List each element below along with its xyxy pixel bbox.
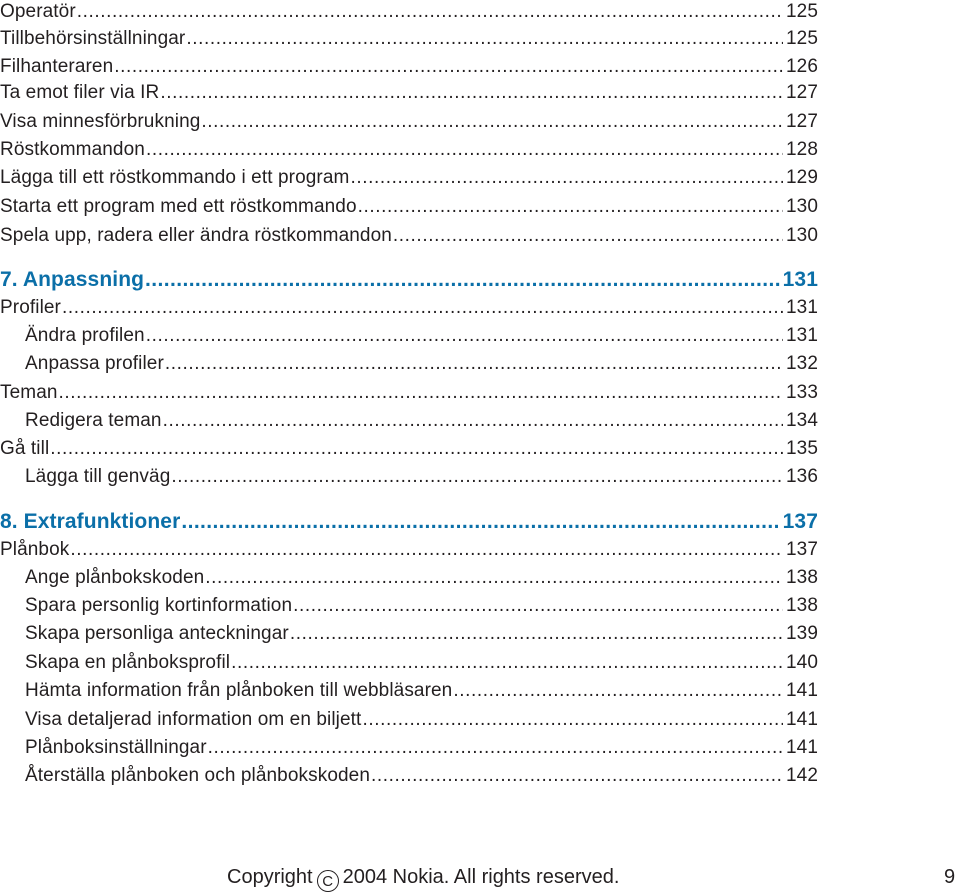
toc-entry-title: Plånboksinställningar (25, 737, 207, 758)
toc-entry-title: Starta ett program med ett röstkommando (0, 196, 357, 217)
toc-leader-dots (208, 736, 783, 760)
toc-entry[interactable] (0, 651, 818, 675)
toc-entry-page: 133 (785, 382, 818, 403)
toc-entry[interactable] (0, 594, 818, 618)
toc-entry-title: Anpassa profiler (25, 353, 164, 374)
toc-entry[interactable] (0, 110, 818, 134)
toc-entry-title: Skapa en plånboksprofil (25, 652, 231, 673)
toc-entry-title: Spara personlig kortinformation (25, 595, 293, 616)
toc-leader-dots (62, 296, 783, 320)
toc-entry[interactable] (0, 195, 818, 219)
toc-entry[interactable] (0, 138, 818, 162)
toc-entry[interactable] (0, 224, 818, 248)
toc-entry-title: Ta emot filer via IR (0, 82, 160, 103)
toc-chapter-anpassning[interactable] (0, 268, 818, 292)
toc-entry-page: 141 (785, 709, 818, 730)
copyright-footer (227, 864, 619, 892)
toc-entry-title: Visa minnesförbrukning (0, 111, 201, 132)
toc-entry-page: 139 (785, 623, 818, 644)
toc-entry-page: 130 (785, 196, 818, 217)
toc-entry-title: Hämta information från plånboken till webbläsaren (25, 680, 453, 701)
toc-entry-page: 137 (785, 539, 818, 560)
toc-entry-title: Skapa personliga anteckningar (25, 623, 289, 644)
toc-entry-page: 131 (785, 297, 818, 318)
toc-entry-title: Spela upp, radera eller ändra röstkommandon (0, 225, 392, 246)
toc-entry-page: 135 (785, 438, 818, 459)
toc-leader-dots (165, 352, 783, 376)
toc-entry-page: 141 (785, 680, 818, 701)
toc-entry[interactable] (0, 352, 818, 376)
toc-leader-dots (231, 651, 783, 675)
toc-entry-page: 127 (785, 111, 818, 132)
toc-chapter-title: 8. Extrafunktioner (0, 510, 181, 533)
toc-entry-page: 131 (785, 325, 818, 346)
toc-entry-page: 126 (785, 56, 818, 77)
toc-entry[interactable] (0, 622, 818, 646)
copyright-word: Copyright (227, 866, 313, 888)
toc-leader-dots (77, 0, 783, 24)
toc-entry[interactable] (0, 764, 818, 788)
toc-entry-title: Plånbok (0, 539, 70, 560)
copyright-icon: C (317, 870, 339, 892)
toc-entry-page: 125 (785, 28, 818, 49)
toc-chapter-page: 131 (782, 268, 818, 291)
toc-entry-page: 138 (785, 567, 818, 588)
toc-entry[interactable] (0, 409, 818, 433)
toc-entry[interactable] (0, 55, 818, 79)
toc-entry-page: 134 (785, 410, 818, 431)
toc-entry-page: 142 (785, 765, 818, 786)
toc-entry-title: Redigera teman (25, 410, 162, 431)
toc-entry-page: 129 (785, 167, 818, 188)
toc-entry[interactable] (0, 166, 818, 190)
toc-leader-dots (163, 409, 783, 433)
toc-leader-dots (59, 381, 783, 405)
toc-entry-title: Profiler (0, 297, 61, 318)
toc-entry[interactable] (0, 736, 818, 760)
toc-leader-dots (146, 138, 783, 162)
toc-entry-page: 141 (785, 737, 818, 758)
page-number: 9 (944, 866, 956, 888)
toc-leader-dots (50, 437, 783, 461)
toc-entry[interactable] (0, 437, 818, 461)
toc-leader-dots (181, 510, 779, 534)
toc-leader-dots (205, 566, 783, 590)
toc-leader-dots (350, 166, 783, 190)
toc-leader-dots (145, 268, 780, 292)
toc-entry-page: 136 (785, 466, 818, 487)
toc-entry[interactable] (0, 81, 818, 105)
toc-entry-title: Röstkommandon (0, 139, 145, 160)
toc-leader-dots (393, 224, 783, 248)
toc-entry[interactable] (0, 296, 818, 320)
toc-entry[interactable] (0, 708, 818, 732)
toc-entry-title: Visa detaljerad information om en biljett (25, 709, 362, 730)
toc-entry-title: Operatör (0, 1, 76, 22)
toc-leader-dots (453, 679, 783, 703)
toc-entry[interactable] (0, 465, 818, 489)
toc-entry-title: Lägga till ett röstkommando i ett program (0, 167, 350, 188)
toc-entry[interactable] (0, 27, 818, 51)
toc-chapter-page: 137 (782, 510, 818, 533)
toc-entry[interactable] (0, 538, 818, 562)
toc-entry-title: Filhanteraren (0, 56, 114, 77)
toc-leader-dots (146, 324, 783, 348)
toc-entry-title: Återställa plånboken och plånbokskoden (25, 765, 370, 786)
toc-leader-dots (114, 55, 783, 79)
toc-leader-dots (201, 110, 783, 134)
toc-entry-page: 140 (785, 652, 818, 673)
toc-entry-title: Ändra profilen (25, 325, 145, 346)
toc-entry[interactable] (0, 566, 818, 590)
toc-chapter-extrafunktioner[interactable] (0, 510, 818, 534)
toc-leader-dots (171, 465, 783, 489)
toc-entry-page: 125 (785, 1, 818, 22)
toc-leader-dots (293, 594, 783, 618)
copyright-text: 2004 Nokia. All rights reserved. (342, 866, 620, 888)
toc-entry-title: Ange plånbokskoden (25, 567, 205, 588)
toc-chapter-title: 7. Anpassning (0, 268, 145, 291)
toc-entry[interactable] (0, 381, 818, 405)
toc-entry-page: 138 (785, 595, 818, 616)
toc-entry-page: 128 (785, 139, 818, 160)
toc-entry-title: Teman (0, 382, 58, 403)
toc-entry[interactable] (0, 324, 818, 348)
toc-entry-title: Gå till (0, 438, 50, 459)
toc-leader-dots (362, 708, 783, 732)
toc-entry-page: 132 (785, 353, 818, 374)
toc-entry[interactable] (0, 0, 818, 24)
toc-leader-dots (371, 764, 783, 788)
toc-leader-dots (358, 195, 783, 219)
toc-leader-dots (186, 27, 783, 51)
toc-entry-title: Tillbehörsinställningar (0, 28, 186, 49)
toc-entry-page: 130 (785, 225, 818, 246)
toc-leader-dots (160, 81, 783, 105)
toc-entry-title: Lägga till genväg (25, 466, 171, 487)
toc-entry-page: 127 (785, 82, 818, 103)
toc-leader-dots (290, 622, 783, 646)
toc-leader-dots (70, 538, 783, 562)
toc-entry[interactable] (0, 679, 818, 703)
